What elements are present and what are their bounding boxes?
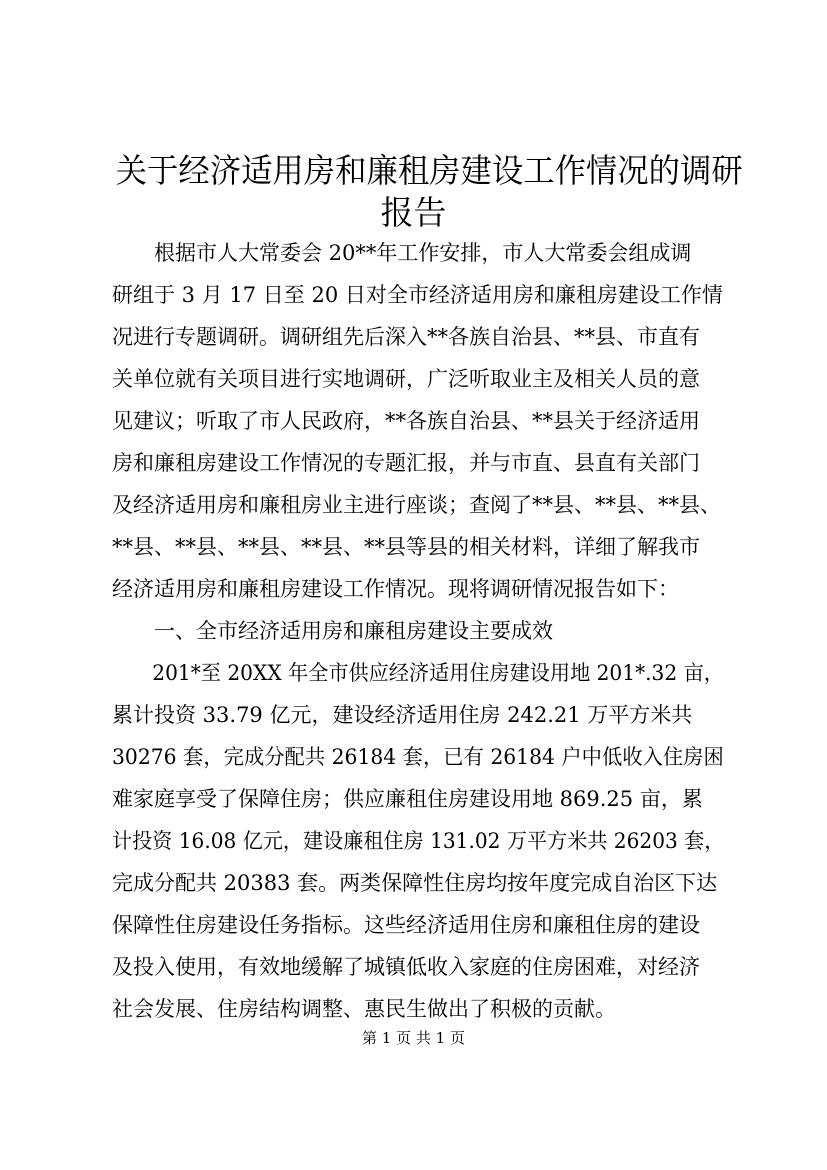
paragraph-line: 及投入使用，有效地缓解了城镇低收入家庭的住房困难，对经济 xyxy=(112,955,700,979)
paragraph-line: 30276 套，完成分配共 26184 套，已有 26184 户中低收入住房困 xyxy=(112,745,724,769)
section-heading: 一、全市经济适用房和廉租房建设主要成效 xyxy=(112,619,553,643)
document-title-line-1: 关于经济适用房和廉租房建设工作情况的调研 xyxy=(115,151,743,190)
paragraph-line: 关单位就有关项目进行实地调研，广泛听取业主及相关人员的意 xyxy=(112,367,700,391)
paragraph-line: 见建议；听取了市人民政府，**各族自治县、**县关于经济适用 xyxy=(112,409,700,433)
paragraph-line: 社会发展、住房结构调整、惠民生做出了积极的贡献。 xyxy=(112,997,616,1021)
paragraph-line: 房和廉租房建设工作情况的专题汇报，并与市直、县直有关部门 xyxy=(112,451,700,475)
paragraph-line: 及经济适用房和廉租房业主进行座谈；查阅了**县、**县、**县、 xyxy=(112,493,721,517)
paragraph-line: 况进行专题调研。调研组先后深入**各族自治县、**县、市直有 xyxy=(112,325,700,349)
document-title-line-2: 报告 xyxy=(380,193,447,232)
paragraph-line: 计投资 16.08 亿元，建设廉租住房 131.02 万平方米共 26203 套， xyxy=(112,829,725,853)
paragraph-line: **县、**县、**县、**县、**县等县的相关材料，详细了解我市 xyxy=(112,535,700,559)
paragraph-line: 根据市人大常委会 20**年工作安排，市人大常委会组成调 xyxy=(112,241,692,265)
paragraph-line: 201*至 20XX 年全市供应经济适用住房建设用地 201*.32 亩， xyxy=(112,661,724,685)
page-number-footer: 第 1 页 共 1 页 xyxy=(362,1029,465,1047)
paragraph-line: 经济适用房和廉租房建设工作情况。现将调研情况报告如下： xyxy=(112,577,679,601)
paragraph-line: 累计投资 33.79 亿元，建设经济适用住房 242.21 万平方米共 xyxy=(112,703,693,727)
paragraph-line: 难家庭享受了保障住房；供应廉租住房建设用地 869.25 亩，累 xyxy=(112,787,703,811)
paragraph-line: 完成分配共 20383 套。两类保障性住房均按年度完成自治区下达 xyxy=(112,871,718,895)
paragraph-line: 研组于 3 月 17 日至 20 日对全市经济适用房和廉租房建设工作情 xyxy=(112,283,723,307)
paragraph-line: 保障性住房建设任务指标。这些经济适用住房和廉租住房的建设 xyxy=(112,913,700,937)
